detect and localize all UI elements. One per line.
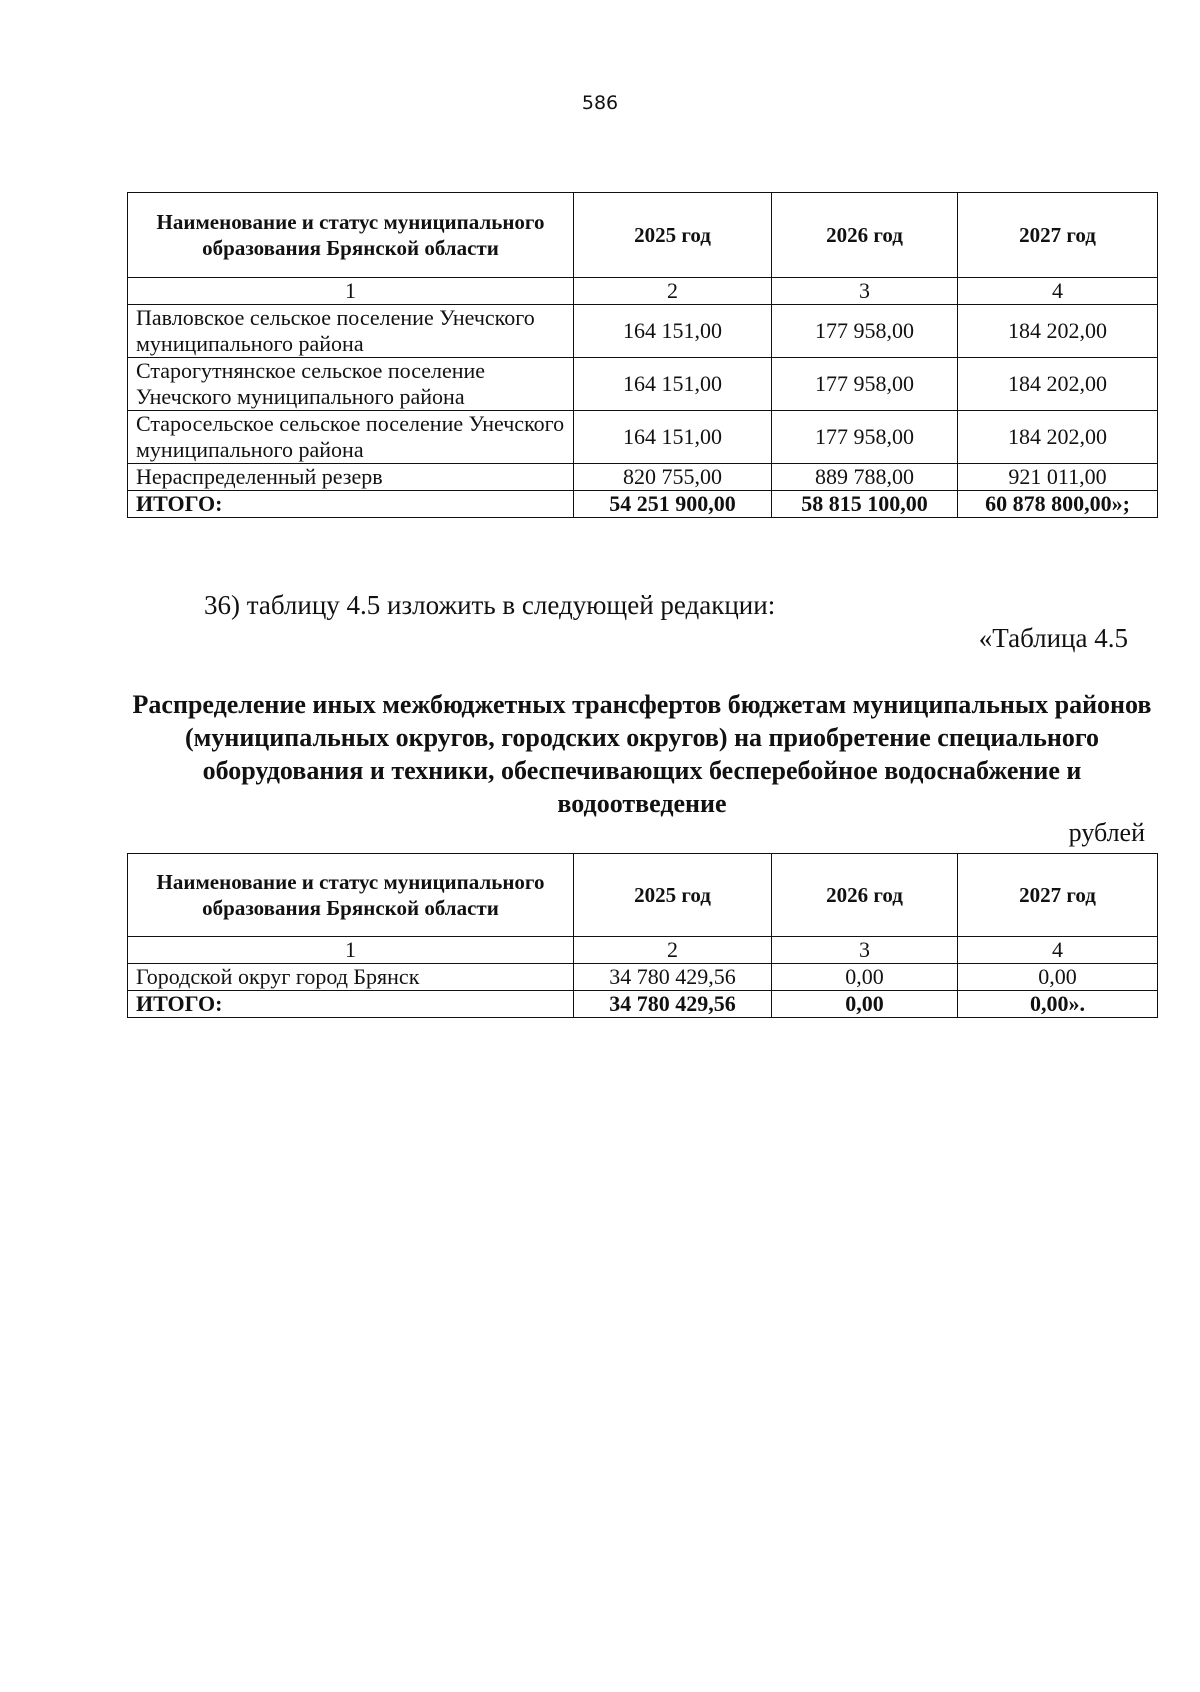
total-2025: 34 780 429,56 (574, 991, 772, 1018)
distribution-table-prev (127, 192, 1158, 518)
value-2026: 177 958,00 (772, 305, 958, 358)
header-2026: 2026 год (772, 193, 958, 278)
total-row (128, 991, 1158, 1018)
header-name: Наименование и статус муниципального образования Брянской области (128, 854, 574, 937)
table-row (128, 464, 1158, 491)
column-number-row (128, 937, 1158, 964)
header-2025: 2025 год (574, 854, 772, 937)
municipality-name: Нераспределенный резерв (128, 464, 574, 491)
table-header-row (128, 854, 1158, 937)
header-2027: 2027 год (958, 193, 1158, 278)
value-2026: 889 788,00 (772, 464, 958, 491)
value-2027: 184 202,00 (958, 358, 1158, 411)
column-number: 4 (958, 937, 1158, 964)
total-2027: 60 878 800,00»; (958, 491, 1158, 518)
page-number: 586 (581, 92, 619, 114)
column-number: 1 (128, 937, 574, 964)
column-number: 2 (574, 278, 772, 305)
total-label: ИТОГО: (128, 991, 574, 1018)
column-number: 1 (128, 278, 574, 305)
value-2027: 0,00 (958, 964, 1158, 991)
value-2027: 921 011,00 (958, 464, 1158, 491)
table-row (128, 964, 1158, 991)
total-2026: 58 815 100,00 (772, 491, 958, 518)
municipality-name: Павловское сельское поселение Унечского муниципального района (128, 305, 574, 358)
table-header-row (128, 193, 1158, 278)
value-2025: 34 780 429,56 (574, 964, 772, 991)
column-number: 3 (772, 278, 958, 305)
section-title: Распределение иных межбюджетных трансфертов бюджетам муниципальных районов (муниципальных округов, городских округов) на приобретение специального оборудования и техники, обеспечивающих бесперебойное водоснабжение и водоотведение (132, 690, 1152, 818)
table-row (128, 305, 1158, 358)
total-label: ИТОГО: (128, 491, 574, 518)
value-2026: 177 958,00 (772, 358, 958, 411)
municipality-name: Старогутнянское сельское поселение Унечского муниципального района (128, 358, 574, 411)
value-2025: 164 151,00 (574, 411, 772, 464)
municipality-name: Старосельское сельское поселение Унечского муниципального района (128, 411, 574, 464)
header-2026: 2026 год (772, 854, 958, 937)
value-2027: 184 202,00 (958, 305, 1158, 358)
total-2025: 54 251 900,00 (574, 491, 772, 518)
header-name: Наименование и статус муниципального образования Брянской области (128, 193, 574, 278)
value-2025: 164 151,00 (574, 305, 772, 358)
value-2025: 820 755,00 (574, 464, 772, 491)
value-2025: 164 151,00 (574, 358, 772, 411)
header-2025: 2025 год (574, 193, 772, 278)
column-number: 2 (574, 937, 772, 964)
header-2027: 2027 год (958, 854, 1158, 937)
value-2027: 184 202,00 (958, 411, 1158, 464)
total-2027: 0,00». (958, 991, 1158, 1018)
value-2026: 0,00 (772, 964, 958, 991)
column-number-row (128, 278, 1158, 305)
amendment-paragraph: 36) таблицу 4.5 изложить в следующей редакции: (204, 590, 776, 620)
municipality-name: Городской округ город Брянск (128, 964, 574, 991)
value-2026: 177 958,00 (772, 411, 958, 464)
column-number: 4 (958, 278, 1158, 305)
total-row (128, 491, 1158, 518)
distribution-table-4-5 (127, 853, 1158, 1018)
column-number: 3 (772, 937, 958, 964)
table-row (128, 411, 1158, 464)
table-row (128, 358, 1158, 411)
table-caption: «Таблица 4.5 (978, 623, 1128, 653)
units-label: рублей (1068, 818, 1145, 847)
total-2026: 0,00 (772, 991, 958, 1018)
